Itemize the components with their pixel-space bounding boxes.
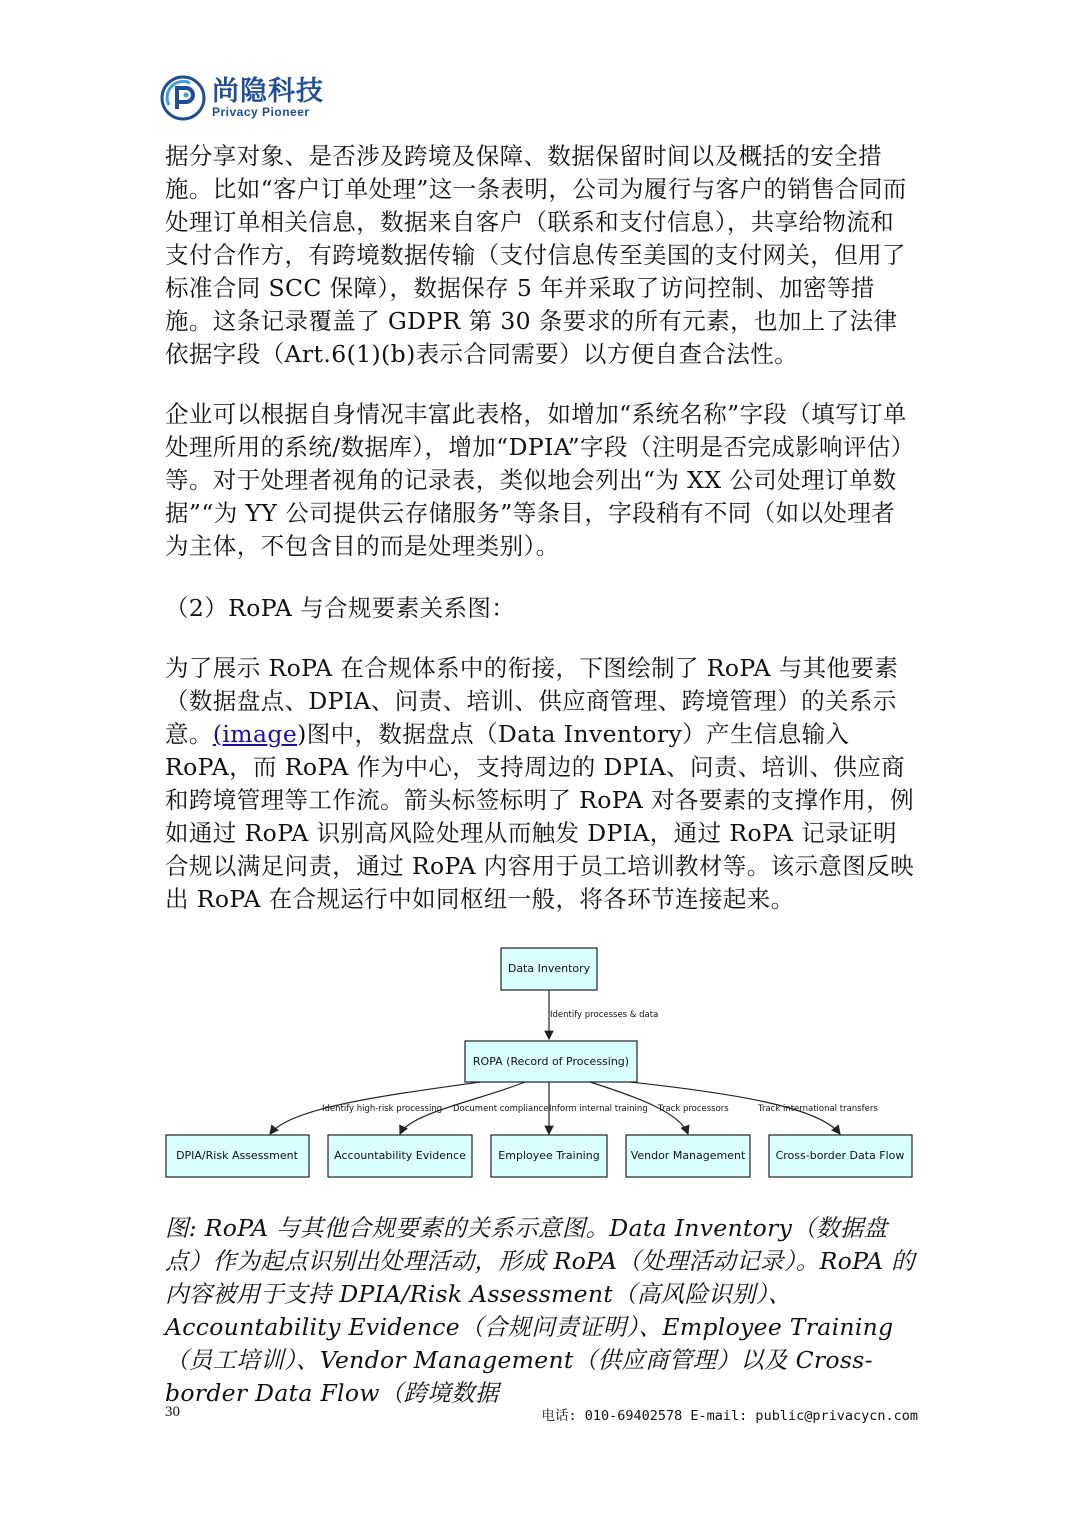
edge-label-ropa-vendor: Track processors bbox=[658, 1104, 729, 1114]
node-crossborder bbox=[769, 1135, 912, 1177]
ropa-relationship-diagram bbox=[160, 938, 920, 1188]
figure-caption: 图: RoPA 与其他合规要素的关系示意图。Data Inventory（数据盘点）作为起点识别出处理活动，形成 RoPA（处理活动记录）。RoPA 的内容被用于支持 DPIA/Risk Assessment（高风险识别）、Accountability Evidence（合规问责证明）、Employee Training（员工培训）、Vendor Management（供应商管理）以及 Cross-border Data Flow（跨境数据 bbox=[165, 1214, 915, 1407]
node-data-inventory bbox=[501, 948, 597, 990]
paragraph-text-after-link: )图中，数据盘点（Data Inventory）产生信息输入 RoPA，而 RoPA 作为中心，支持周边的 DPIA、问责、培训、供应商和跨境管理等工作流。箭头标签标明了 RoPA 对各要素的支撑作用，例如通过 RoPA 识别高风险处理从而触发 DPIA，通过 RoPA 记录证明合规以满足问责，通过 RoPA 内容用于员工培训教材等。该示意图反映出 RoPA 在合规运行中如同枢纽一般，将各环节连接起来。 bbox=[165, 720, 915, 913]
node-label-vendor: Vendor Management bbox=[630, 1149, 746, 1162]
body-paragraph-1: 据分享对象、是否涉及跨境及保障、数据保留时间以及概括的安全措施。比如“客户订单处理”这一条表明，公司为履行与客户的销售合同而处理订单相关信息，数据来自客户（联系和支付信息），共享给物流和支付合作方，有跨境数据传输（支付信息传至美国的支付网关，但用了标准合同 SCC 保障），数据保存 5 年并采取了访问控制、加密等措施。这条记录覆盖了 GDPR 第 30 条要求的所有元素，也加上了法律依据字段（Art.6(1)(b)表示合同需要）以方便自查合法性。 bbox=[165, 142, 907, 368]
edge-label-inventory-ropa: Identify processes & data bbox=[550, 1010, 659, 1020]
node-ropa bbox=[465, 1041, 637, 1082]
node-label-accountability: Accountability Evidence bbox=[334, 1149, 466, 1162]
logo-chinese-name: 尚隐科技 bbox=[212, 76, 324, 107]
page-number: 30 bbox=[165, 1404, 180, 1420]
footer-contact: 电话: 010-69402578 E-mail: public@privacycn.com bbox=[541, 1408, 918, 1424]
section-heading: （2）RoPA 与合规要素关系图： bbox=[165, 594, 516, 622]
node-label-training: Employee Training bbox=[498, 1149, 600, 1162]
node-label-data-inventory: Data Inventory bbox=[507, 962, 591, 975]
edge-label-ropa-dpia: Identify high-risk processing bbox=[322, 1104, 443, 1114]
edge-label-ropa-crossborder: Track international transfers bbox=[758, 1104, 878, 1114]
node-training bbox=[491, 1135, 607, 1177]
company-logo bbox=[160, 74, 324, 122]
image-link[interactable]: (image bbox=[212, 720, 298, 748]
node-label-ropa: ROPA (Record of Processing) bbox=[472, 1055, 630, 1068]
body-paragraph-2: 企业可以根据自身情况丰富此表格，如增加“系统名称”字段（填写订单处理所用的系统/数据库），增加“DPIA”字段（注明是否完成影响评估）等。对于处理者视角的记录表，类似地会列出“为 XX 公司处理订单数据”“为 YY 公司提供云存储服务”等条目，字段稍有不同（如以处理者为主体，不包含目的而是处理类别）。 bbox=[165, 400, 915, 560]
node-accountability bbox=[328, 1135, 472, 1177]
privacy-pioneer-logo-icon bbox=[160, 75, 206, 121]
edge-label-ropa-training: Inform internal training bbox=[549, 1104, 648, 1114]
logo-english-name: Privacy Pioneer bbox=[212, 105, 310, 119]
body-paragraph-3 bbox=[165, 652, 917, 916]
node-vendor bbox=[626, 1135, 750, 1177]
node-label-dpia: DPIA/Risk Assessment bbox=[176, 1149, 298, 1162]
paragraph-text-before-link: 为了展示 RoPA 在合规体系中的衔接，下图绘制了 RoPA 与其他要素（数据盘点、DPIA、问责、培训、供应商管理、跨境管理）的关系示意。 bbox=[165, 654, 899, 748]
node-dpia bbox=[166, 1135, 309, 1177]
node-label-crossborder: Cross-border Data Flow bbox=[775, 1149, 905, 1162]
edge-label-ropa-accountability: Document compliance bbox=[453, 1104, 549, 1114]
